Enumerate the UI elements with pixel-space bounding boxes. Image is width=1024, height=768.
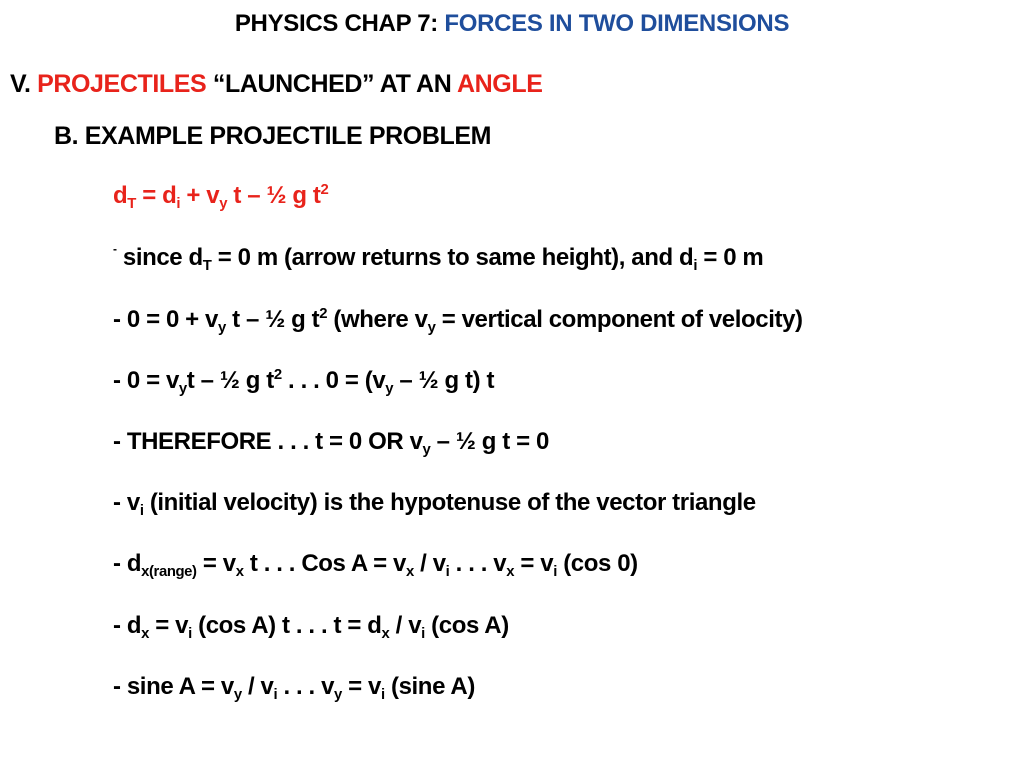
- text-run: = 0 m: [697, 244, 764, 271]
- text-run: (cos A) t . . . t = d: [191, 612, 382, 639]
- subscript: i: [273, 687, 278, 703]
- text-run: (sine A): [384, 673, 475, 700]
- text-run: = vertical component of velocity): [435, 306, 803, 333]
- text-run: t – ½ g t: [225, 306, 320, 333]
- text-run: . . . 0 = (v: [281, 367, 386, 394]
- subscript: i: [139, 503, 144, 519]
- text-run: (cos 0): [556, 550, 638, 577]
- superscript: 2: [273, 367, 282, 383]
- subscript: x: [235, 564, 244, 580]
- superscript: 2: [320, 182, 329, 198]
- text-run: = d: [135, 182, 177, 209]
- subscript: i: [176, 196, 181, 212]
- subscript: y: [422, 442, 431, 458]
- subscript: x: [141, 626, 149, 642]
- subscript: i: [381, 687, 385, 703]
- subscript: i: [553, 564, 557, 580]
- section-word-angle: ANGLE: [457, 70, 543, 98]
- subscript: y: [427, 320, 436, 336]
- subscript: y: [334, 687, 342, 703]
- text-run: - v: [113, 489, 140, 516]
- text-run: . . . v: [277, 673, 335, 700]
- subscript: i: [421, 626, 425, 642]
- text-run: (cos A): [424, 612, 509, 639]
- text-run: – ½ g t) t: [393, 367, 495, 394]
- since-line: [113, 244, 763, 272]
- equation-line: [113, 182, 328, 210]
- step-line: [113, 673, 475, 701]
- subscript: T: [127, 196, 136, 212]
- text-run: – ½ g t = 0: [430, 428, 549, 455]
- subscript: x(range): [141, 564, 197, 580]
- subscript: i: [693, 258, 698, 274]
- step-line: [113, 612, 509, 640]
- superscript: -: [113, 242, 117, 256]
- text-run: = v: [341, 673, 381, 700]
- step-line: [113, 428, 549, 456]
- subscript: y: [218, 320, 226, 336]
- text-run: (initial velocity) is the hypotenuse of the vector triangle: [143, 489, 756, 516]
- text-run: t . . . Cos A = v: [243, 550, 407, 577]
- subscript: y: [233, 687, 242, 703]
- text-run: . . . v: [449, 550, 507, 577]
- superscript: 2: [319, 306, 328, 322]
- step-line: [113, 306, 803, 334]
- text-run: (where v: [327, 306, 428, 333]
- text-run: / v: [241, 673, 274, 700]
- text-run: / v: [413, 550, 446, 577]
- text-run: - d: [113, 550, 142, 577]
- text-run: + v: [180, 182, 220, 209]
- section-middle: “LAUNCHED” AT AN: [212, 70, 452, 98]
- text-run: - THEREFORE . . . t = 0 OR v: [113, 428, 423, 455]
- slide-title: [0, 10, 1024, 38]
- text-run: - 0 = 0 + v: [113, 306, 219, 333]
- text-run: since d: [116, 244, 203, 271]
- title-prefix: PHYSICS CHAP 7:: [234, 10, 438, 37]
- text-run: / v: [389, 612, 422, 639]
- subscript: i: [445, 564, 450, 580]
- text-run: = v: [196, 550, 236, 577]
- section-numeral: V.: [10, 70, 31, 98]
- text-run: - d: [113, 612, 142, 639]
- subscript: x: [406, 564, 414, 580]
- subscript: x: [381, 626, 390, 642]
- step-line: [113, 367, 494, 395]
- subscript: x: [506, 564, 515, 580]
- step-line: [113, 550, 638, 578]
- section-heading: [10, 70, 543, 99]
- text-run: = 0 m (arrow returns to same height), and d: [211, 244, 694, 271]
- subscript: T: [202, 258, 212, 274]
- subsection-heading: B. EXAMPLE PROJECTILE PROBLEM: [54, 122, 492, 150]
- text-run: = v: [149, 612, 189, 639]
- section-word-projectiles: PROJECTILES: [37, 70, 207, 98]
- subscript: y: [219, 196, 228, 212]
- text-run: t – ½ g t: [227, 182, 321, 209]
- text-run: t – ½ g t: [186, 367, 274, 394]
- title-topic: FORCES IN TWO DIMENSIONS: [444, 10, 790, 37]
- subscript: y: [178, 381, 187, 397]
- text-run: - sine A = v: [113, 673, 234, 700]
- subscript: y: [385, 381, 394, 397]
- text-run: = v: [514, 550, 554, 577]
- subscript: i: [188, 626, 192, 642]
- text-run: d: [113, 182, 128, 209]
- step-line: [113, 489, 756, 517]
- text-run: - 0 = v: [113, 367, 179, 394]
